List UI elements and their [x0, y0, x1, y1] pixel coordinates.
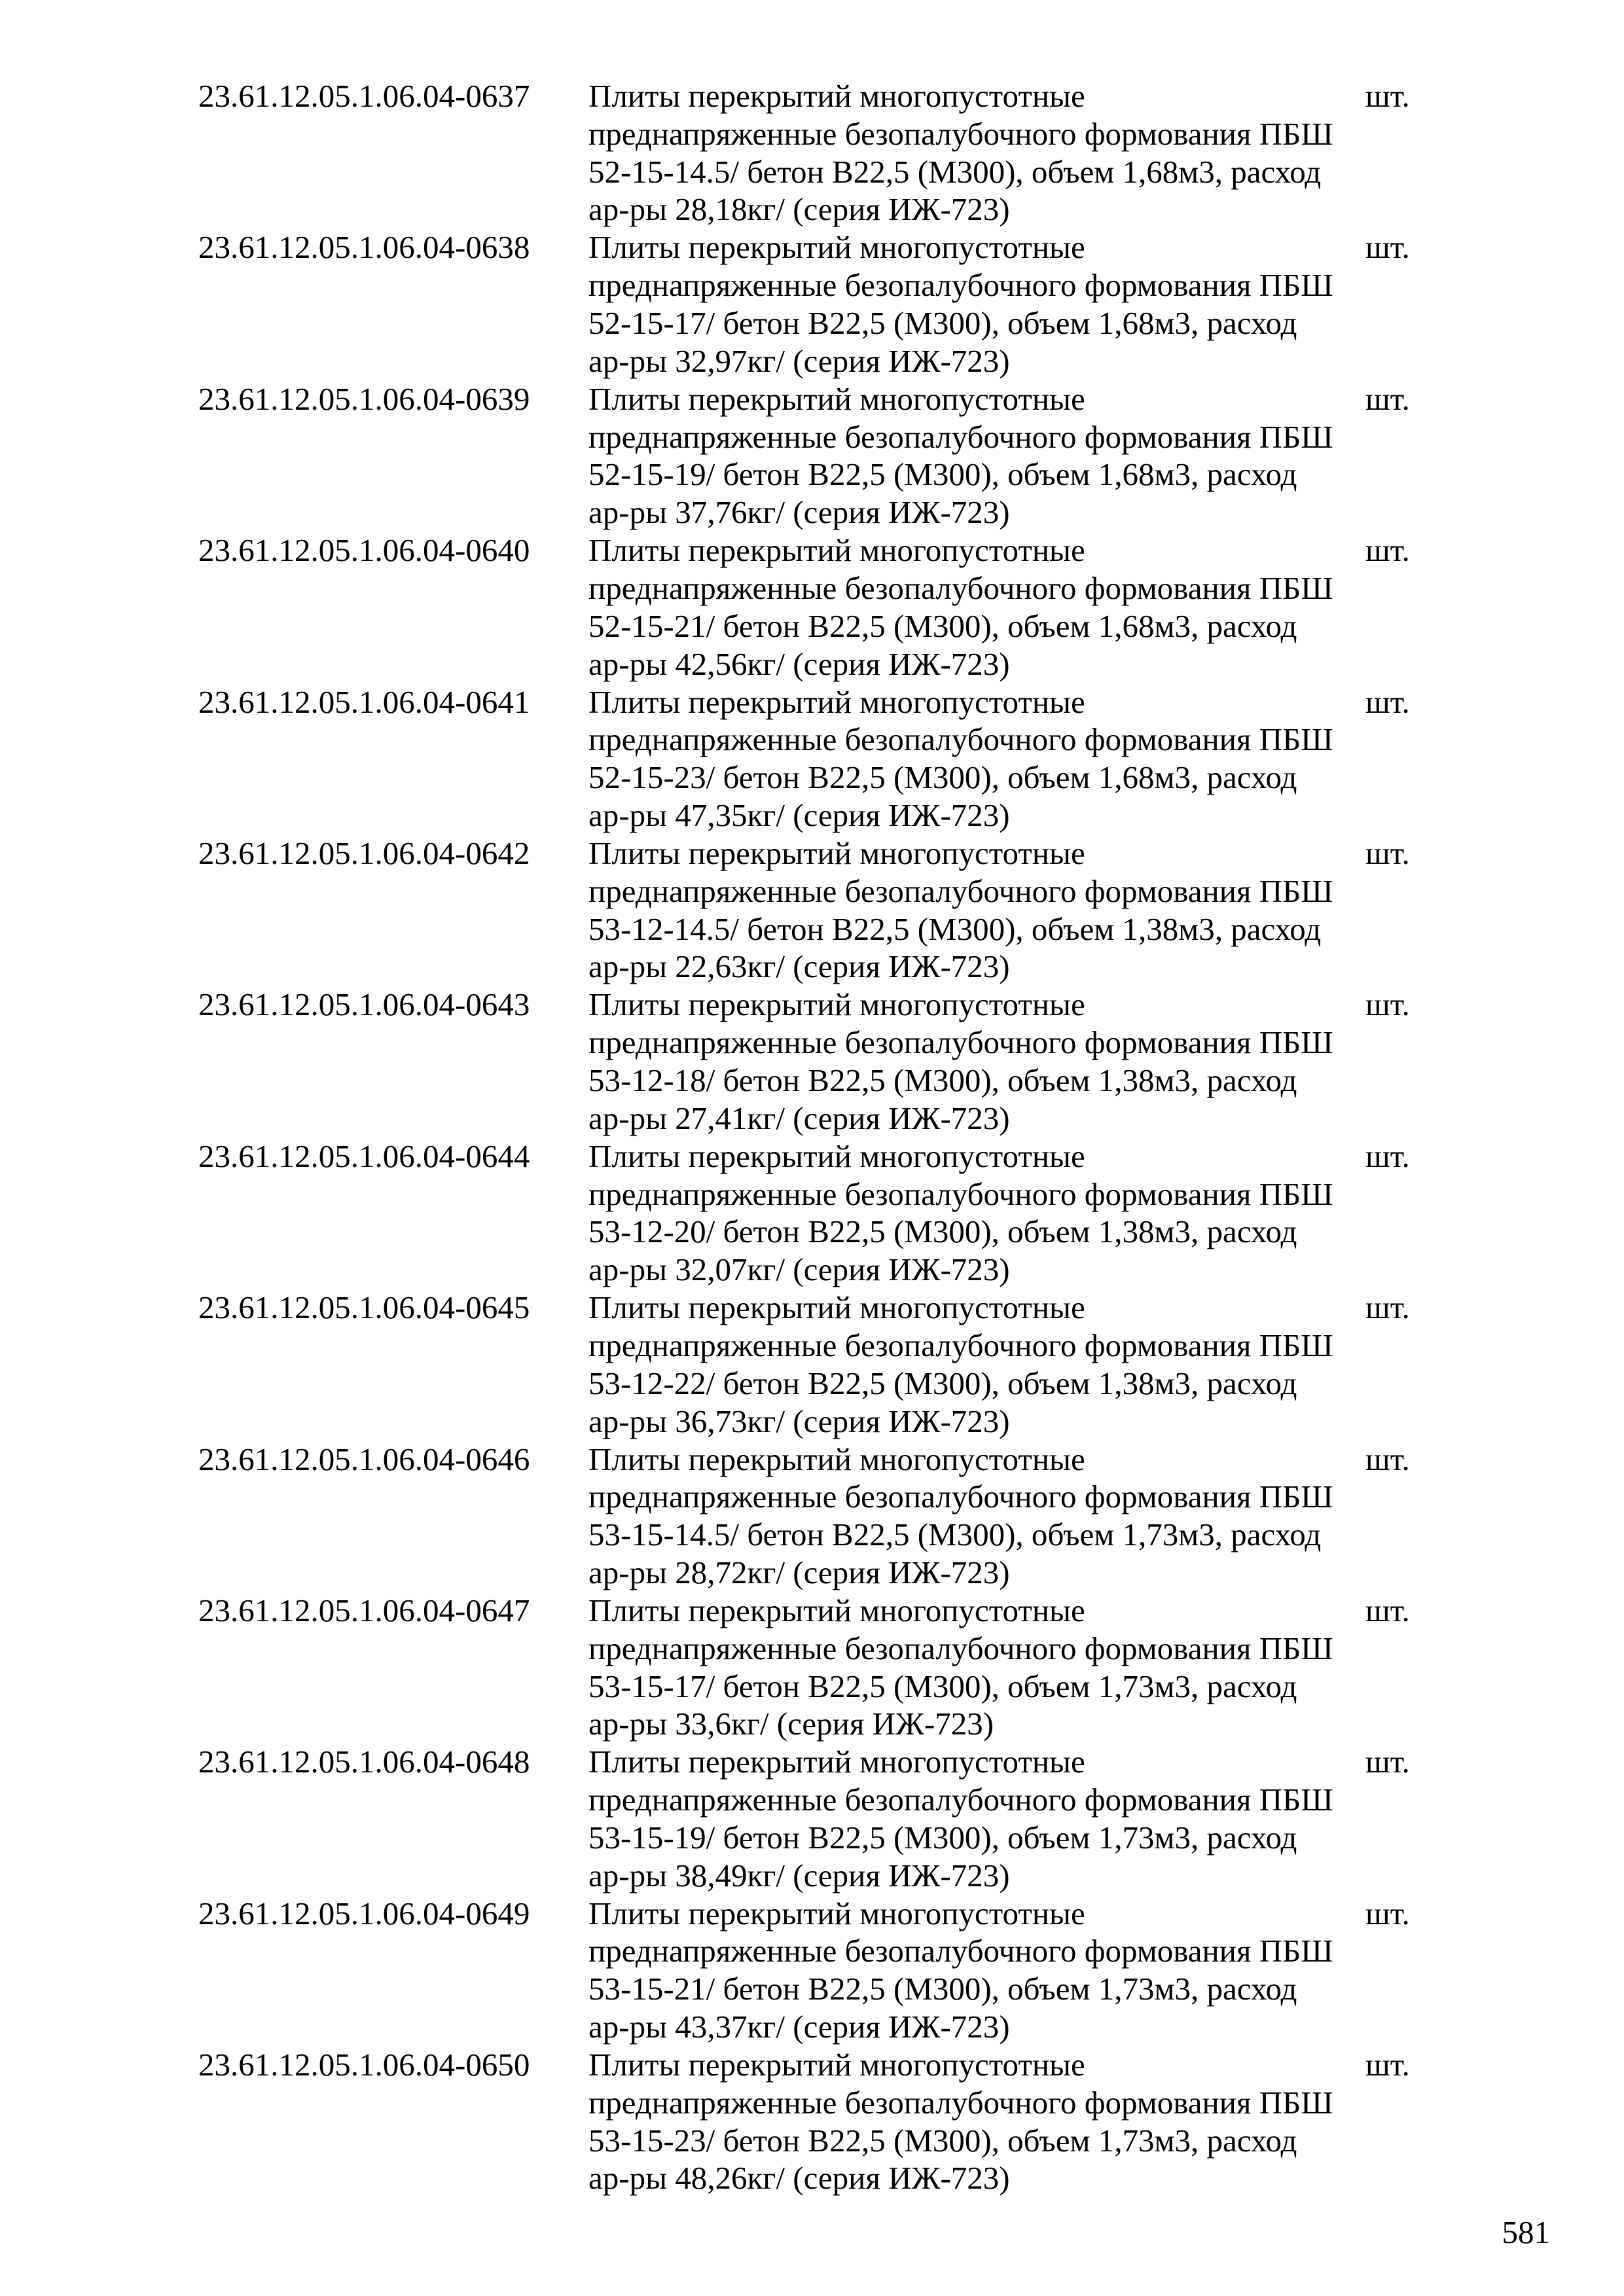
item-unit: шт.	[1365, 1895, 1410, 1931]
item-description-line: Плиты перекрытий многопустотные	[588, 78, 1085, 114]
item-description-line: преднапряженные безопалубочного формования ПБШ	[588, 1933, 1333, 1969]
item-code: 23.61.12.05.1.06.04-0639	[198, 380, 530, 417]
item-description	[588, 1441, 1333, 1592]
item-description	[588, 834, 1333, 986]
item-description	[588, 1592, 1333, 1743]
item-unit: шт.	[1365, 1592, 1410, 1628]
item-description-line: 52-15-23/ бетон В22,5 (М300), объем 1,68м3, расход	[588, 759, 1297, 796]
item-description-line: преднапряженные безопалубочного формования ПБШ	[588, 1327, 1333, 1363]
item-description-line: ар-ры 48,26кг/ (серия ИЖ-723)	[588, 2160, 1010, 2197]
item-description-line: 53-15-17/ бетон В22,5 (М300), объем 1,73м3, расход	[588, 1668, 1297, 1704]
item-description-line: ар-ры 36,73кг/ (серия ИЖ-723)	[588, 1403, 1010, 1439]
item-description-line: 53-12-22/ бетон В22,5 (М300), объем 1,38м3, расход	[588, 1365, 1297, 1401]
item-unit: шт.	[1365, 834, 1410, 871]
item-description-line: 53-15-21/ бетон В22,5 (М300), объем 1,73м3, расход	[588, 1971, 1297, 2007]
item-description-line: преднапряженные безопалубочного формования ПБШ	[588, 721, 1333, 758]
price-list	[198, 77, 1442, 2197]
item-description	[588, 1289, 1333, 1440]
item-description-line: преднапряженные безопалубочного формования ПБШ	[588, 267, 1333, 304]
item-description-line: преднапряженные безопалубочного формования ПБШ	[588, 2084, 1333, 2121]
item-description-line: Плиты перекрытий многопустотные	[588, 986, 1085, 1023]
item-description-line: преднапряженные безопалубочного формования ПБШ	[588, 1024, 1333, 1061]
list-item	[198, 228, 1442, 380]
list-item	[198, 1743, 1442, 1894]
item-description-line: ар-ры 32,07кг/ (серия ИЖ-723)	[588, 1251, 1010, 1288]
item-description-line: ар-ры 42,56кг/ (серия ИЖ-723)	[588, 645, 1010, 682]
item-description-line: 53-12-20/ бетон В22,5 (М300), объем 1,38м3, расход	[588, 1213, 1297, 1250]
item-description-line: ар-ры 32,97кг/ (серия ИЖ-723)	[588, 342, 1010, 379]
item-description-line: 53-12-14.5/ бетон В22,5 (М300), объем 1,38м3, расход	[588, 910, 1322, 947]
list-item	[198, 380, 1442, 531]
item-code: 23.61.12.05.1.06.04-0637	[198, 78, 530, 114]
item-description-line: преднапряженные безопалубочного формования ПБШ	[588, 872, 1333, 909]
item-code: 23.61.12.05.1.06.04-0643	[198, 986, 530, 1023]
item-description-line: ар-ры 27,41кг/ (серия ИЖ-723)	[588, 1100, 1010, 1136]
item-description-line: ар-ры 28,72кг/ (серия ИЖ-723)	[588, 1554, 1010, 1590]
item-unit: шт.	[1365, 532, 1410, 569]
item-description-line: преднапряженные безопалубочного формования ПБШ	[588, 1782, 1333, 1818]
item-unit: шт.	[1365, 1289, 1410, 1326]
item-description-line: ар-ры 43,37кг/ (серия ИЖ-723)	[588, 2009, 1010, 2045]
item-description-line: ар-ры 28,18кг/ (серия ИЖ-723)	[588, 191, 1010, 228]
item-description-line: Плиты перекрытий многопустотные	[588, 1289, 1085, 1326]
item-description	[588, 986, 1333, 1137]
item-description-line: ар-ры 37,76кг/ (серия ИЖ-723)	[588, 494, 1010, 531]
item-code: 23.61.12.05.1.06.04-0640	[198, 532, 530, 569]
list-item	[198, 77, 1442, 228]
item-unit: шт.	[1365, 1138, 1410, 1174]
item-description-line: ар-ры 33,6кг/ (серия ИЖ-723)	[588, 1706, 994, 1742]
item-description	[588, 2046, 1333, 2197]
list-item	[198, 1592, 1442, 1743]
item-description-line: преднапряженные безопалубочного формования ПБШ	[588, 569, 1333, 606]
list-item	[198, 1441, 1442, 1592]
item-description-line: Плиты перекрытий многопустотные	[588, 380, 1085, 417]
list-item	[198, 2046, 1442, 2197]
item-unit: шт.	[1365, 78, 1410, 114]
item-code: 23.61.12.05.1.06.04-0650	[198, 2047, 530, 2083]
item-unit: шт.	[1365, 683, 1410, 720]
item-description-line: преднапряженные безопалубочного формования ПБШ	[588, 1175, 1333, 1212]
item-description-line: преднапряженные безопалубочного формования ПБШ	[588, 418, 1333, 455]
item-description-line: Плиты перекрытий многопустотные	[588, 532, 1085, 569]
item-unit: шт.	[1365, 1441, 1410, 1477]
item-description-line: ар-ры 47,35кг/ (серия ИЖ-723)	[588, 797, 1010, 833]
item-description-line: 52-15-14.5/ бетон В22,5 (М300), объем 1,68м3, расход	[588, 153, 1322, 190]
item-description	[588, 228, 1333, 380]
item-unit: шт.	[1365, 2047, 1410, 2083]
item-description-line: Плиты перекрытий многопустотные	[588, 2047, 1085, 2083]
item-description-line: Плиты перекрытий многопустотные	[588, 834, 1085, 871]
item-description	[588, 380, 1333, 531]
item-unit: шт.	[1365, 986, 1410, 1023]
item-description	[588, 683, 1333, 834]
item-description-line: преднапряженные безопалубочного формования ПБШ	[588, 115, 1333, 152]
item-description-line: Плиты перекрытий многопустотные	[588, 1744, 1085, 1780]
item-description-line: преднапряженные безопалубочного формования ПБШ	[588, 1630, 1333, 1666]
item-description-line: Плиты перекрытий многопустотные	[588, 1592, 1085, 1628]
item-description-line: 53-12-18/ бетон В22,5 (М300), объем 1,38м3, расход	[588, 1062, 1297, 1098]
item-description-line: 52-15-17/ бетон В22,5 (М300), объем 1,68м3, расход	[588, 304, 1297, 341]
list-item	[198, 1138, 1442, 1289]
item-description-line: Плиты перекрытий многопустотные	[588, 1441, 1085, 1477]
item-description-line: Плиты перекрытий многопустотные	[588, 1895, 1085, 1931]
item-description-line: 52-15-19/ бетон В22,5 (М300), объем 1,68м3, расход	[588, 456, 1297, 493]
item-code: 23.61.12.05.1.06.04-0638	[198, 229, 530, 266]
item-description	[588, 1743, 1333, 1894]
item-code: 23.61.12.05.1.06.04-0649	[198, 1895, 530, 1931]
item-description-line: Плиты перекрытий многопустотные	[588, 1138, 1085, 1174]
item-description	[588, 1895, 1333, 2046]
item-code: 23.61.12.05.1.06.04-0646	[198, 1441, 530, 1477]
item-code: 23.61.12.05.1.06.04-0642	[198, 834, 530, 871]
item-code: 23.61.12.05.1.06.04-0645	[198, 1289, 530, 1326]
item-description-line: ар-ры 22,63кг/ (серия ИЖ-723)	[588, 948, 1010, 985]
item-description-line: 53-15-23/ бетон В22,5 (М300), объем 1,73м3, расход	[588, 2122, 1297, 2159]
list-item	[198, 834, 1442, 986]
item-unit: шт.	[1365, 380, 1410, 417]
list-item	[198, 1895, 1442, 2046]
item-description-line: преднапряженные безопалубочного формования ПБШ	[588, 1479, 1333, 1515]
item-description-line: Плиты перекрытий многопустотные	[588, 229, 1085, 266]
item-description-line: 53-15-19/ бетон В22,5 (М300), объем 1,73м3, расход	[588, 1819, 1297, 1856]
item-description-line: Плиты перекрытий многопустотные	[588, 683, 1085, 720]
item-code: 23.61.12.05.1.06.04-0641	[198, 683, 530, 720]
item-description-line: ар-ры 38,49кг/ (серия ИЖ-723)	[588, 1857, 1010, 1893]
list-item	[198, 531, 1442, 683]
item-description-line: 53-15-14.5/ бетон В22,5 (М300), объем 1,73м3, расход	[588, 1516, 1322, 1553]
item-unit: шт.	[1365, 229, 1410, 266]
list-item	[198, 986, 1442, 1137]
item-unit: шт.	[1365, 1744, 1410, 1780]
list-item	[198, 1289, 1442, 1440]
item-description	[588, 77, 1333, 228]
list-item	[198, 683, 1442, 834]
item-code: 23.61.12.05.1.06.04-0644	[198, 1138, 530, 1174]
item-code: 23.61.12.05.1.06.04-0648	[198, 1744, 530, 1780]
item-description-line: 52-15-21/ бетон В22,5 (М300), объем 1,68м3, расход	[588, 607, 1297, 644]
item-description	[588, 1138, 1333, 1289]
item-description	[588, 531, 1333, 683]
page-number: 581	[1502, 2214, 1550, 2250]
item-code: 23.61.12.05.1.06.04-0647	[198, 1592, 530, 1628]
